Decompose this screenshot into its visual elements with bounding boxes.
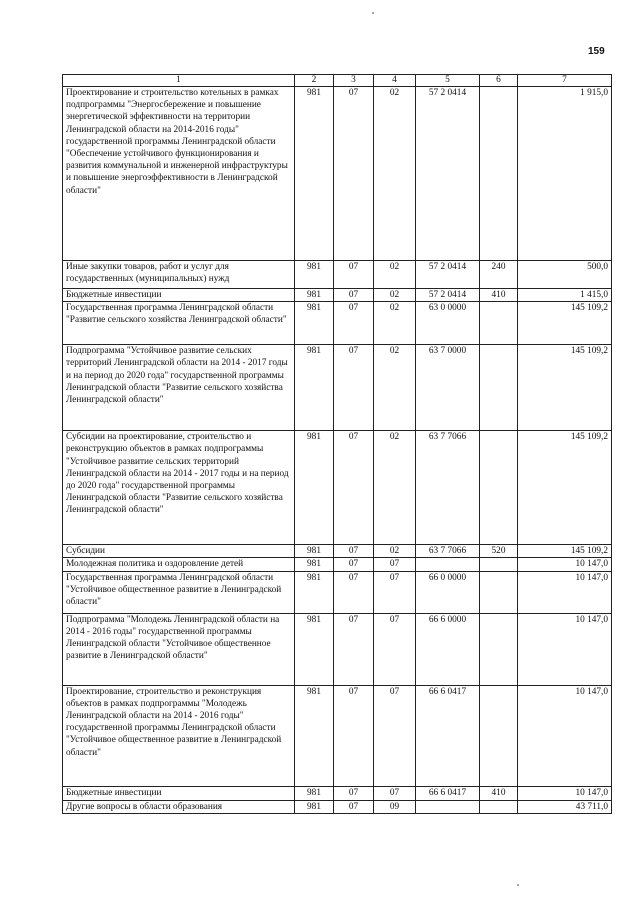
target-article-cell: 63 0 0000 <box>416 302 480 345</box>
section-code-cell: 07 <box>334 87 374 261</box>
table-row <box>63 558 612 571</box>
ministry-code-cell: 981 <box>295 571 334 613</box>
target-article-cell: 66 0 0000 <box>416 571 480 613</box>
header-cell: 7 <box>518 75 612 87</box>
page-number: 159 <box>588 46 605 57</box>
ministry-code-cell: 981 <box>295 431 334 545</box>
target-article-cell: 63 7 7066 <box>416 431 480 545</box>
table-row <box>63 571 612 613</box>
amount-cell: 1 415,0 <box>518 289 612 302</box>
row-name-cell: Проектирование, строительство и реконструкция объектов в рамках подпрограммы "Молодежь Ленинградской области на 2014 - 2016 годы" государственной программы Ленинградской области "Устойчивое общественное развитие в Ленинградской области" <box>63 685 295 786</box>
section-code-cell: 07 <box>334 800 374 813</box>
expense-type-cell <box>480 571 518 613</box>
target-article-cell: 57 2 0414 <box>416 289 480 302</box>
target-article-cell <box>416 558 480 571</box>
amount-cell: 145 109,2 <box>518 345 612 431</box>
table-row <box>63 431 612 545</box>
section-code-cell: 07 <box>334 786 374 800</box>
row-name-cell: Субсидии на проектирование, строительство и реконструкцию объектов в рамках подпрограммы "Устойчивое развитие сельских территорий Ленинградской области на 2014 - 2017 годы и на период до 2020 года" государственной программы Ленинградской области "Развитие сельского хозяйства Ленинградской области" <box>63 431 295 545</box>
amount-cell: 10 147,0 <box>518 685 612 786</box>
subsection-code-cell: 07 <box>374 685 416 786</box>
target-article-cell: 66 6 0417 <box>416 685 480 786</box>
expense-type-cell <box>480 558 518 571</box>
header-row <box>63 75 612 87</box>
expense-type-cell: 240 <box>480 261 518 289</box>
table-body <box>63 87 612 814</box>
header-cell: 5 <box>416 75 480 87</box>
expense-type-cell <box>480 613 518 685</box>
subsection-code-cell: 02 <box>374 545 416 558</box>
target-article-cell: 66 6 0000 <box>416 613 480 685</box>
section-code-cell: 07 <box>334 545 374 558</box>
table-row <box>63 786 612 800</box>
scan-speck <box>517 884 519 886</box>
ministry-code-cell: 981 <box>295 289 334 302</box>
row-name-cell: Молодежная политика и оздоровление детей <box>63 558 295 571</box>
header-cell: 6 <box>480 75 518 87</box>
scan-speck <box>372 12 374 14</box>
expense-type-cell <box>480 800 518 813</box>
amount-cell: 10 147,0 <box>518 613 612 685</box>
table-row <box>63 545 612 558</box>
ministry-code-cell: 981 <box>295 786 334 800</box>
ministry-code-cell: 981 <box>295 800 334 813</box>
amount-cell: 145 109,2 <box>518 545 612 558</box>
table-row <box>63 289 612 302</box>
section-code-cell: 07 <box>334 558 374 571</box>
row-name-cell: Подпрограмма "Молодежь Ленинградской области на 2014 - 2016 годы" государственной программы Ленинградской области "Устойчивое общественное развитие в Ленинградской области" <box>63 613 295 685</box>
section-code-cell: 07 <box>334 685 374 786</box>
expense-type-cell: 410 <box>480 786 518 800</box>
amount-cell: 1 915,0 <box>518 87 612 261</box>
amount-cell: 10 147,0 <box>518 786 612 800</box>
target-article-cell: 66 6 0417 <box>416 786 480 800</box>
target-article-cell: 63 7 7066 <box>416 545 480 558</box>
expense-type-cell <box>480 431 518 545</box>
row-name-cell: Бюджетные инвестиции <box>63 289 295 302</box>
budget-table <box>62 74 612 814</box>
ministry-code-cell: 981 <box>295 302 334 345</box>
row-name-cell: Государственная программа Ленинградской области "Развитие сельского хозяйства Ленинградской области" <box>63 302 295 345</box>
amount-cell: 145 109,2 <box>518 431 612 545</box>
header-cell: 3 <box>334 75 374 87</box>
row-name-cell: Государственная программа Ленинградской области "Устойчивое общественное развитие в Ленинградской области" <box>63 571 295 613</box>
table-row <box>63 685 612 786</box>
expense-type-cell: 410 <box>480 289 518 302</box>
table-row <box>63 345 612 431</box>
subsection-code-cell: 02 <box>374 261 416 289</box>
subsection-code-cell: 09 <box>374 800 416 813</box>
amount-cell: 10 147,0 <box>518 558 612 571</box>
section-code-cell: 07 <box>334 571 374 613</box>
row-name-cell: Другие вопросы в области образования <box>63 800 295 813</box>
target-article-cell: 63 7 0000 <box>416 345 480 431</box>
table-header <box>63 75 612 87</box>
ministry-code-cell: 981 <box>295 345 334 431</box>
row-name-cell: Проектирование и строительство котельных в рамках подпрограммы "Энергосбережение и повышение энергетической эффективности на территории Ленинградской области на 2014-2016 годы" государственной программы Ленинградской области "Обеспечение устойчивого функционирования и развития коммунальной и инженерной инфраструктуры и повышение энергоэффективности в Ленинградской области" <box>63 87 295 261</box>
subsection-code-cell: 07 <box>374 571 416 613</box>
section-code-cell: 07 <box>334 345 374 431</box>
ministry-code-cell: 981 <box>295 613 334 685</box>
section-code-cell: 07 <box>334 431 374 545</box>
expense-type-cell <box>480 345 518 431</box>
table-row <box>63 302 612 345</box>
table-row <box>63 261 612 289</box>
row-name-cell: Субсидии <box>63 545 295 558</box>
target-article-cell: 57 2 0414 <box>416 87 480 261</box>
expense-type-cell <box>480 87 518 261</box>
section-code-cell: 07 <box>334 261 374 289</box>
subsection-code-cell: 07 <box>374 558 416 571</box>
expense-type-cell <box>480 685 518 786</box>
subsection-code-cell: 02 <box>374 87 416 261</box>
ministry-code-cell: 981 <box>295 685 334 786</box>
ministry-code-cell: 981 <box>295 545 334 558</box>
target-article-cell: 57 2 0414 <box>416 261 480 289</box>
table-row <box>63 87 612 261</box>
section-code-cell: 07 <box>334 289 374 302</box>
expense-type-cell: 520 <box>480 545 518 558</box>
header-cell: 2 <box>295 75 334 87</box>
table-row <box>63 800 612 813</box>
expense-type-cell <box>480 302 518 345</box>
amount-cell: 500,0 <box>518 261 612 289</box>
row-name-cell: Подпрограмма "Устойчивое развитие сельских территорий Ленинградской области на 2014 - 2017 годы и на период до 2020 года" государственной программы Ленинградской области "Развитие сельского хозяйства Ленинградской области" <box>63 345 295 431</box>
ministry-code-cell: 981 <box>295 87 334 261</box>
row-name-cell: Иные закупки товаров, работ и услуг для государственных (муниципальных) нужд <box>63 261 295 289</box>
subsection-code-cell: 02 <box>374 431 416 545</box>
subsection-code-cell: 07 <box>374 613 416 685</box>
subsection-code-cell: 02 <box>374 289 416 302</box>
section-code-cell: 07 <box>334 302 374 345</box>
header-cell: 4 <box>374 75 416 87</box>
section-code-cell: 07 <box>334 613 374 685</box>
subsection-code-cell: 02 <box>374 302 416 345</box>
ministry-code-cell: 981 <box>295 558 334 571</box>
amount-cell: 10 147,0 <box>518 571 612 613</box>
amount-cell: 43 711,0 <box>518 800 612 813</box>
subsection-code-cell: 07 <box>374 786 416 800</box>
row-name-cell: Бюджетные инвестиции <box>63 786 295 800</box>
amount-cell: 145 109,2 <box>518 302 612 345</box>
header-cell: 1 <box>63 75 295 87</box>
subsection-code-cell: 02 <box>374 345 416 431</box>
target-article-cell <box>416 800 480 813</box>
ministry-code-cell: 981 <box>295 261 334 289</box>
table-row <box>63 613 612 685</box>
